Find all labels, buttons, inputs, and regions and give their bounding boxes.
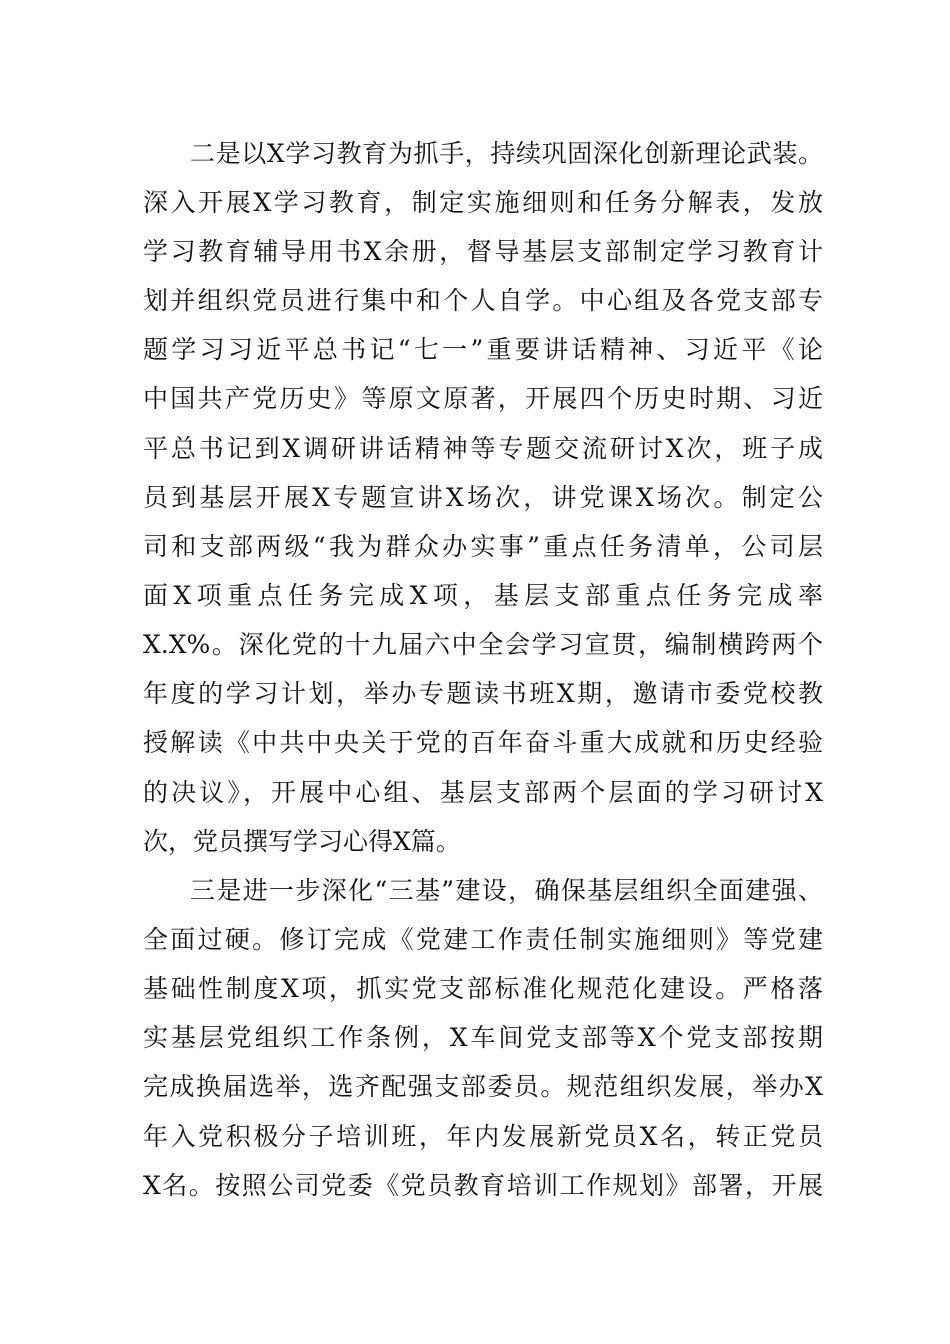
paragraph-2-line-4: 实基层党组织工作条例，X车间党支部等X个党支部按期 bbox=[143, 1023, 823, 1052]
paragraph-1-line-3: 学习教育辅导用书X余册，督导基层支部制定学习教育计 bbox=[143, 237, 823, 266]
paragraph-1-line-8: 员到基层开展X专题宣讲X场次，讲党课X场次。制定公 bbox=[143, 483, 823, 512]
paragraph-1-line-9: 司和支部两级“我为群众办实事”重点任务清单，公司层 bbox=[143, 532, 823, 561]
paragraph-1-line-12: 年度的学习计划，举办专题读书班X期，邀请市委党校教 bbox=[143, 679, 823, 708]
paragraph-2-line-6: 年入党积极分子培训班，年内发展新党员X名，转正党员 bbox=[143, 1122, 823, 1151]
paragraph-2-line-3: 基础性制度X项，抓实党支部标准化规范化建设。严格落 bbox=[143, 974, 823, 1003]
paragraph-1-line-15: 次，党员撰写学习心得X篇。 bbox=[143, 827, 461, 856]
paragraph-1-line-1: 二是以X学习教育为抓手，持续巩固深化创新理论武装。 bbox=[190, 139, 823, 168]
paragraph-1-line-10: 面X项重点任务完成X项，基层支部重点任务完成率 bbox=[143, 581, 823, 610]
paragraph-1-line-13: 授解读《中共中央关于党的百年奋斗重大成就和历史经验 bbox=[143, 728, 823, 757]
paragraph-2-line-2: 全面过硬。修订完成《党建工作责任制实施细则》等党建 bbox=[143, 925, 823, 954]
paragraph-1-line-14: 的决议》，开展中心组、基层支部两个层面的学习研讨X bbox=[143, 778, 823, 807]
paragraph-1-line-5: 题学习习近平总书记“七一”重要讲话精神、习近平《论 bbox=[143, 335, 823, 364]
paragraph-1-line-11: X.X%。深化党的十九届六中全会学习宣贯，编制横跨两个 bbox=[143, 630, 823, 659]
paragraph-2-line-1: 三是进一步深化“三基”建设，确保基层组织全面建强、 bbox=[190, 876, 823, 905]
paragraph-2-line-7: X名。按照公司党委《党员教育培训工作规划》部署，开展 bbox=[143, 1171, 823, 1200]
paragraph-1-line-2: 深入开展X学习教育，制定实施细则和任务分解表，发放 bbox=[143, 188, 823, 217]
paragraph-1-line-4: 划并组织党员进行集中和个人自学。中心组及各党支部专 bbox=[143, 286, 823, 315]
paragraph-1-line-7: 平总书记到X调研讲话精神等专题交流研讨X次，班子成 bbox=[143, 434, 823, 463]
paragraph-1-line-6: 中国共产党历史》等原文原著，开展四个历史时期、习近 bbox=[143, 384, 823, 413]
paragraph-2-line-5: 完成换届选举，选齐配强支部委员。规范组织发展，举办X bbox=[143, 1072, 823, 1101]
